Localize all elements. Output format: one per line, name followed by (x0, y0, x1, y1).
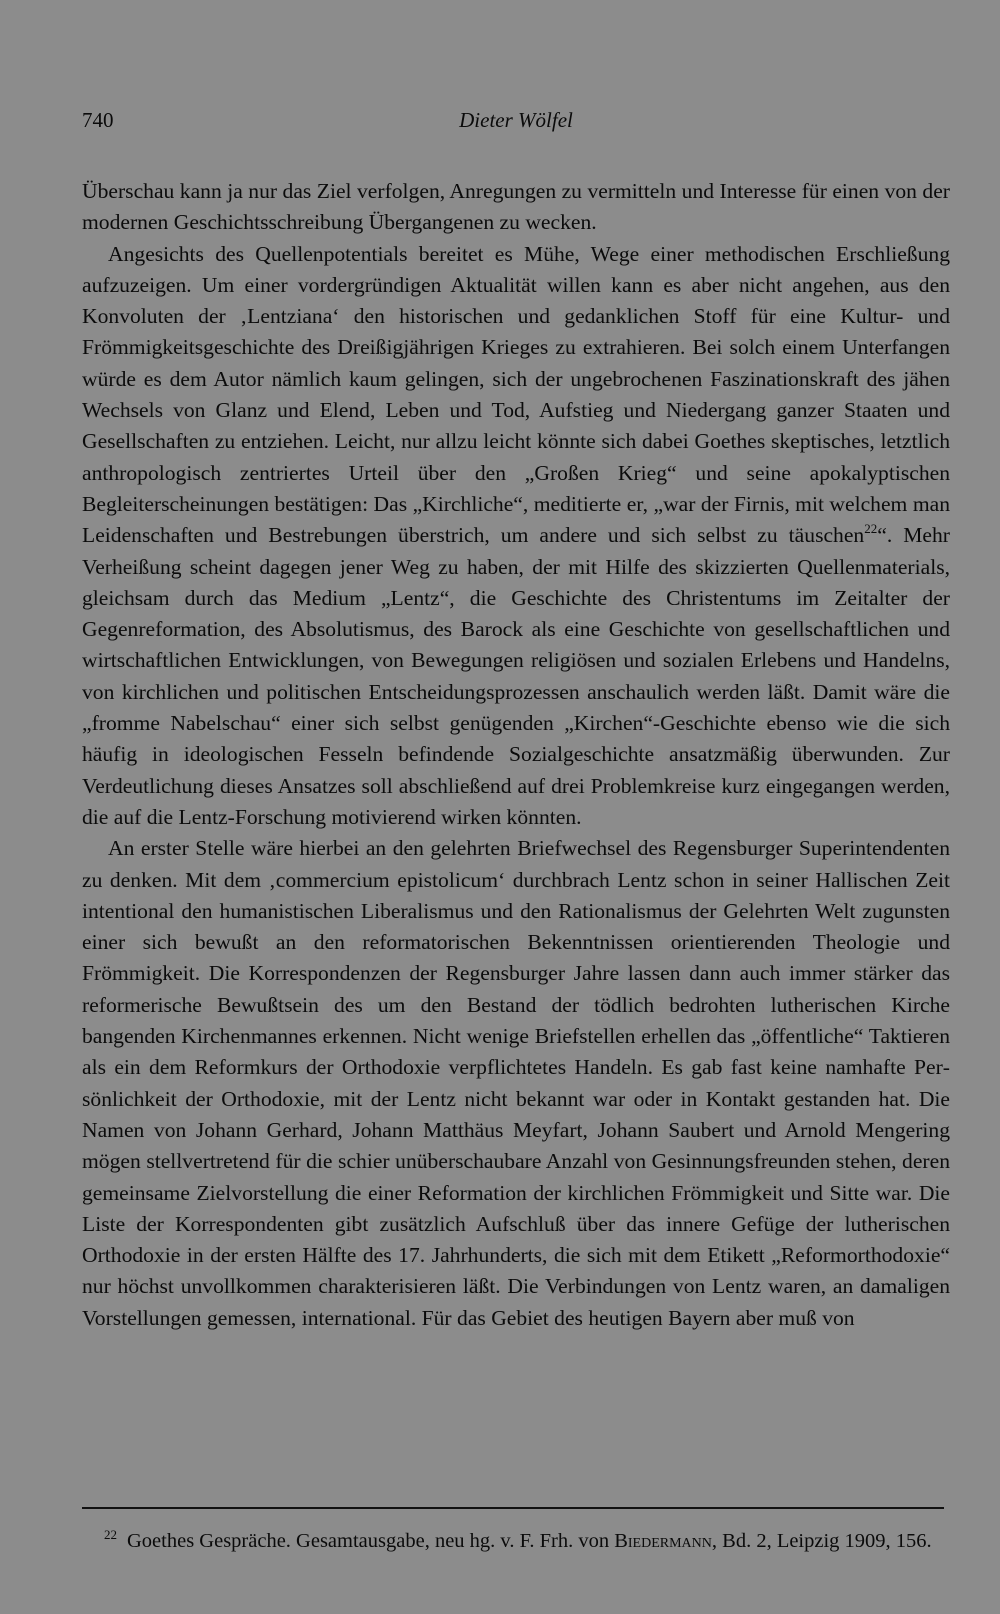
footnote-text-b: , Bd. 2, Leipzig 1909, 156. (711, 1530, 932, 1552)
footnote-text-a: Goethes Gespräche. Gesamtausgabe, neu hg. v. F. Frh. von (127, 1530, 615, 1552)
paragraph-2-text-a: Angesichts des Quellenpotentials bereitet es Mühe, Wege einer methodischen Erschließung aufzuzeigen. Um einer vordergründigen Aktualität willen kann es aber nicht angehen, aus den Konvoluten der ‚Lentziana‘ den historischen und gedanklichen Stoff für eine Kultur- und Frömmigkeitsgeschichte des Dreißigjährigen Krieges zu extrahieren. Bei solch einem Unterfangen würde es dem Autor nämlich kaum gelingen, sich der ungebrochenen Faszinationskraft des jähen Wechsels von Glanz und Elend, Leben und Tod, Aufstieg und Niedergang ganzer Staaten und Gesellschaften zu entziehen. Leicht, nur allzu leicht könnte sich dabei Goethes skeptisches, letztlich anthropologisch zentriertes Urteil über den „Großen Krieg“ und seine apokalyptischen Begleiterscheinungen bestätigen: Das „Kirchliche“, meditierte er, „war der Firnis, mit welchem man Leidenschaften und Bestrebungen überstrich, um andere und sich selbst zu täuschen (82, 241, 950, 548)
footnote (82, 1527, 950, 1555)
paragraph-1: Überschau kann ja nur das Ziel verfolgen, Anregungen zu vermitteln und Interesse für einen von der modernen Geschichtsschreibung Übergangenen zu wecken. (82, 179, 950, 235)
paragraph-3: An erster Stelle wäre hierbei an den gelehrten Briefwechsel des Regensburger Superintendenten zu denken. Mit dem ‚commercium epistolicum‘ durchbrach Lentz schon in seiner Hallischen Zeit intentional den humanistischen Liberalismus und den Rationalismus der Gelehrten Welt zugunsten einer sich bewußt an den reformatorischen Bekenntnissen orientierenden Theologie und Frömmigkeit. Die Korrespondenzen der Regensburger Jahre lassen dann auch immer stärker das reformerische Bewußtsein des um den Bestand der tödlich bedrohten lutherischen Kirche bangenden Kirchenmannes erkennen. Nicht wenige Briefstellen erhellen das „öffentliche“ Taktieren als ein dem Reformkurs der Orthodoxie verpflichtetes Handeln. Es gab fast keine namhafte Persönlichkeit der Orthodoxie, mit der Lentz nicht bekannt war oder in Kontakt gestanden hat. Die Namen von Johann Gerhard, Johann Matthäus Meyfart, Johann Saubert und Arnold Mengering mögen stellvertretend für die schier unüberschaubare Anzahl von Gesinnungsfreunden stehen, deren gemeinsame Zielvorstellung die einer Reformation der kirchlichen Frömmigkeit und Sitte war. Die Liste der Korrespondenten gibt zusätzlich Aufschluß über das innere Gefüge der lutherischen Orthodoxie in der ersten Hälfte des 17. Jahrhunderts, die sich mit dem Etikett „Reformorthodoxie“ nur höchst unvollkommen charakterisieren läßt. Die Verbindungen von Lentz waren, an damaligen Vorstellungen gemessen, international. Für das Gebiet des heutigen Bayern aber muß von (82, 836, 950, 1330)
running-head (82, 108, 950, 138)
footnote-divider (82, 1507, 944, 1509)
body-text (82, 176, 950, 1334)
page-number: 740 (82, 108, 114, 132)
footnote-number (104, 1527, 117, 1555)
paragraph-2 (82, 239, 950, 834)
footnote-number-sup: 22 (104, 1527, 117, 1542)
footnote-author: Biedermann (614, 1530, 712, 1552)
footnote-reference[interactable]: 22 (864, 521, 878, 537)
paragraph-2-text-b: “. Mehr Verheißung scheint dagegen jener Weg zu haben, der mit Hilfe des skizzierten Quellenmaterials, gleichsam durch das Medium „Lentz“, die Geschichte des Christentums im Zeitalter der Gegenreformation, des Absolutismus, des Barock als eine Geschichte von gesellschaftlichen und wirtschaftlichen Entwicklungen, von Bewegungen religiösen und sozialen Erlebens und Handelns, von kirchlichen und politischen Entscheidungsprozessen anschaulich werden läßt. Damit wäre die „fromme Nabelschau“ einer sich selbst genügenden „Kirchen“-Geschichte ebenso wie die sich häufig in ideologischen Fesseln befindende Sozialgeschichte ansatzmäßig überwunden. Zur Verdeutlichung dieses Ansatzes soll abschließend auf drei Problemkreise kurz eingegangen werden, die auf die Lentz-Forschung motivierend wirken könnten. (82, 523, 950, 829)
running-title: Dieter Wölfel (459, 108, 573, 132)
